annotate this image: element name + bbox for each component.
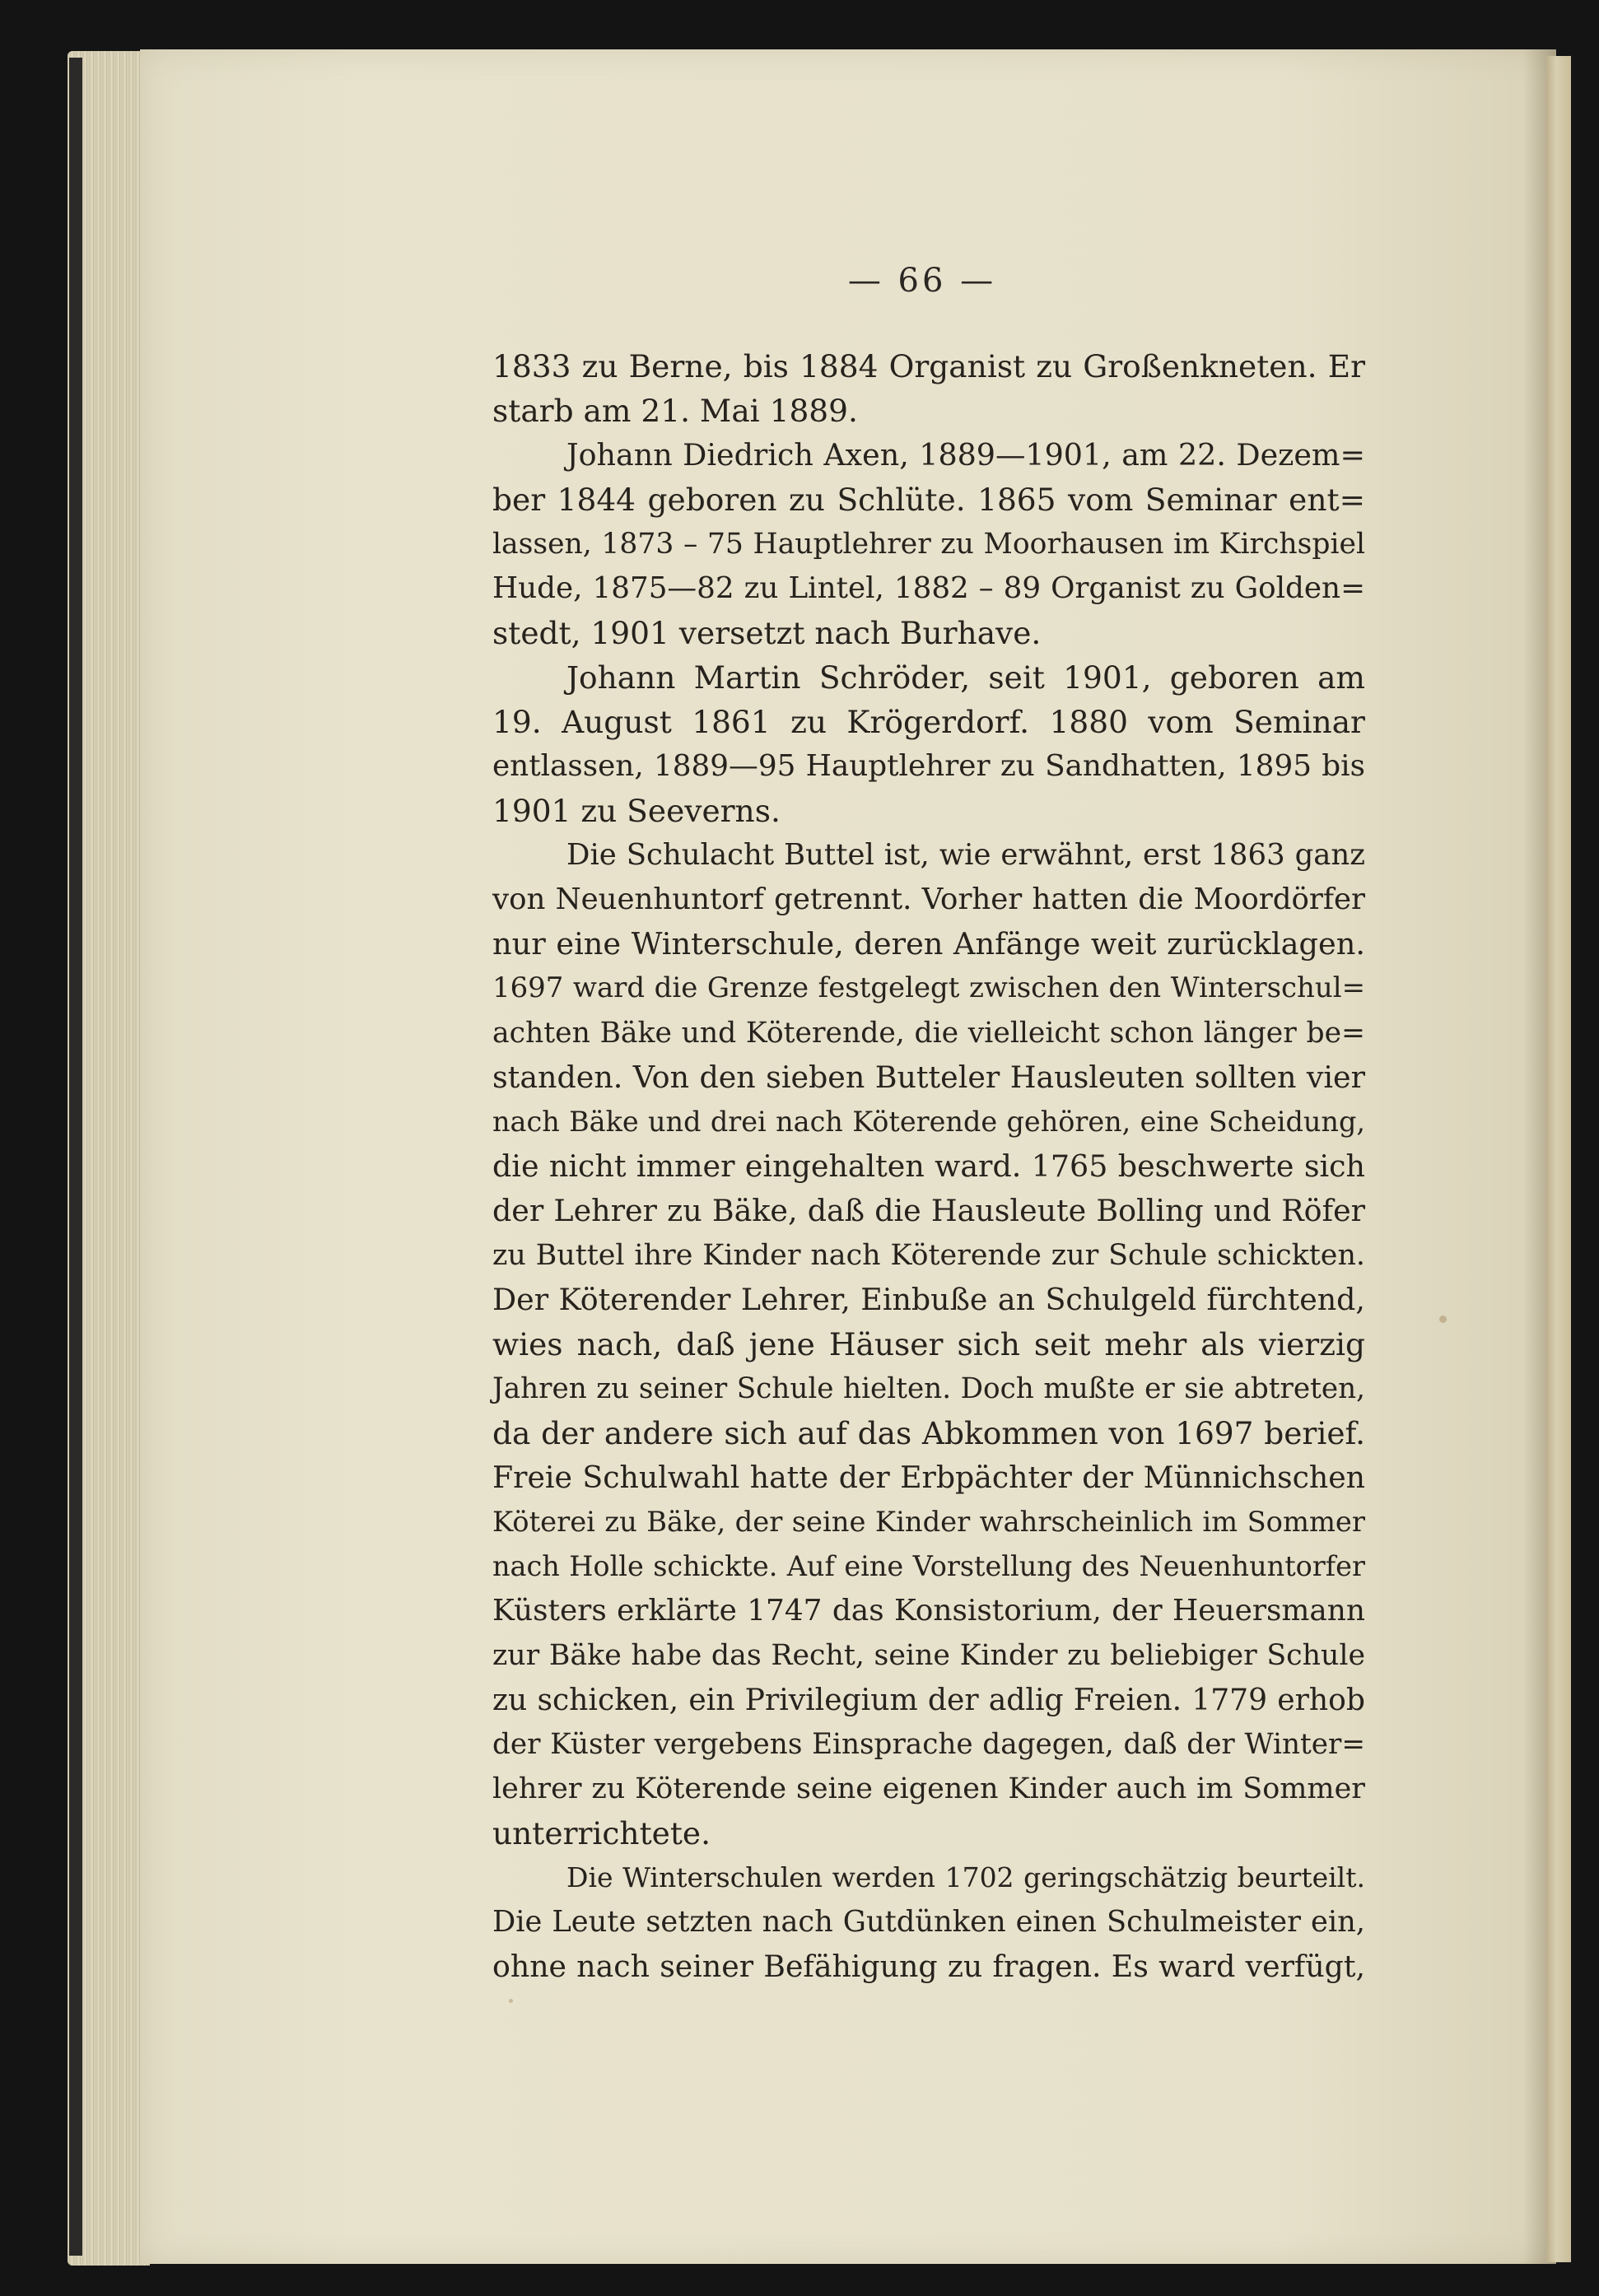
text-line: nach Holle schickte. Auf eine Vorstellung des Neuenhuntorfer <box>492 1550 1365 1582</box>
text-line: Freie Schulwahl hatte der Erbpächter der Münnichschen <box>492 1460 1365 1495</box>
text-line: zu Buttel ihre Kinder nach Köterende zur Schule schickten. <box>492 1239 1365 1272</box>
text-line: lassen, 1873 – 75 Hauptlehrer zu Moorhausen im Kirchspiel <box>492 528 1365 561</box>
paper-spot <box>509 1999 513 2003</box>
book-binding <box>69 58 82 2256</box>
next-page-edge <box>1546 56 1571 2262</box>
text-line: Die Schulacht Buttel ist, wie erwähnt, erst 1863 ganz <box>566 838 1365 872</box>
text-line: zur Bäke habe das Recht, seine Kinder zu beliebiger Schule <box>492 1639 1365 1672</box>
text-line: der Küster vergebens Einsprache dagegen, daß der Winter= <box>492 1728 1365 1761</box>
text-line: Hude, 1875—82 zu Lintel, 1882 – 89 Organist zu Golden= <box>492 571 1365 605</box>
text-line: standen. Von den sieben Butteler Hausleuten sollten vier <box>492 1060 1365 1095</box>
text-line: wies nach, daß jene Häuser sich seit mehr als vierzig <box>492 1326 1365 1362</box>
text-line: Der Köterender Lehrer, Einbuße an Schulgeld fürchtend, <box>492 1282 1365 1317</box>
text-line: Die Winterschulen werden 1702 geringschätzig beurteilt. <box>566 1861 1365 1893</box>
text-line: Die Leute setzten nach Gutdünken einen Schulmeister ein, <box>492 1905 1365 1939</box>
text-line: von Neuenhuntorf getrennt. Vorher hatten die Moordörfer <box>492 883 1365 916</box>
text-line: stedt, 1901 versetzt nach Burhave. <box>492 615 1042 651</box>
text-line: entlassen, 1889—95 Hauptlehrer zu Sandhatten, 1895 bis <box>492 749 1365 783</box>
text-line: starb am 21. Mai 1889. <box>492 393 858 429</box>
text-line: da der andere sich auf das Abkommen von 1697 berief. <box>492 1415 1365 1451</box>
text-line: Johann Martin Schröder, seit 1901, geboren am <box>566 659 1365 696</box>
body-text <box>492 344 1365 1989</box>
text-line: nach Bäke und drei nach Köterende gehören, eine Scheidung, <box>492 1106 1365 1138</box>
text-line: Köterei zu Bäke, der seine Kinder wahrscheinlich im Sommer <box>492 1506 1365 1538</box>
text-line: achten Bäke und Köterende, die vielleicht schon länger be= <box>492 1017 1365 1050</box>
text-line: 1833 zu Berne, bis 1884 Organist zu Großenkneten. Er <box>492 348 1365 384</box>
text-line: 1901 zu Seeverns. <box>492 793 781 829</box>
text-line: Johann Diedrich Axen, 1889—1901, am 22. Dezem= <box>566 437 1365 473</box>
text-line: der Lehrer zu Bäke, daß die Hausleute Bolling und Röfer <box>492 1193 1365 1228</box>
text-line: die nicht immer eingehalten ward. 1765 beschwerte sich <box>492 1148 1365 1184</box>
text-line: lehrer zu Köterende seine eigenen Kinder auch im Sommer <box>492 1772 1365 1805</box>
text-line: zu schicken, ein Privilegium der adlig Freien. 1779 erhob <box>492 1682 1365 1717</box>
paper-spot <box>1439 1316 1447 1323</box>
text-line: 19. August 1861 zu Krögerdorf. 1880 vom Seminar <box>492 704 1365 740</box>
text-line: unterrichtete. <box>492 1815 711 1851</box>
page-number: — 66 — <box>847 262 997 300</box>
text-line: Jahren zu seiner Schule hielten. Doch mußte er sie abtreten, <box>492 1372 1365 1405</box>
text-line: 1697 ward die Grenze festgelegt zwischen den Winterschul= <box>492 972 1365 1004</box>
text-line: ber 1844 geboren zu Schlüte. 1865 vom Seminar ent= <box>492 482 1365 518</box>
text-line: Küsters erklärte 1747 das Konsistorium, der Heuersmann <box>492 1594 1365 1628</box>
text-line: ohne nach seiner Befähigung zu fragen. Es ward verfügt, <box>492 1949 1365 1984</box>
text-line: nur eine Winterschule, deren Anfänge weit zurücklagen. <box>492 926 1365 962</box>
